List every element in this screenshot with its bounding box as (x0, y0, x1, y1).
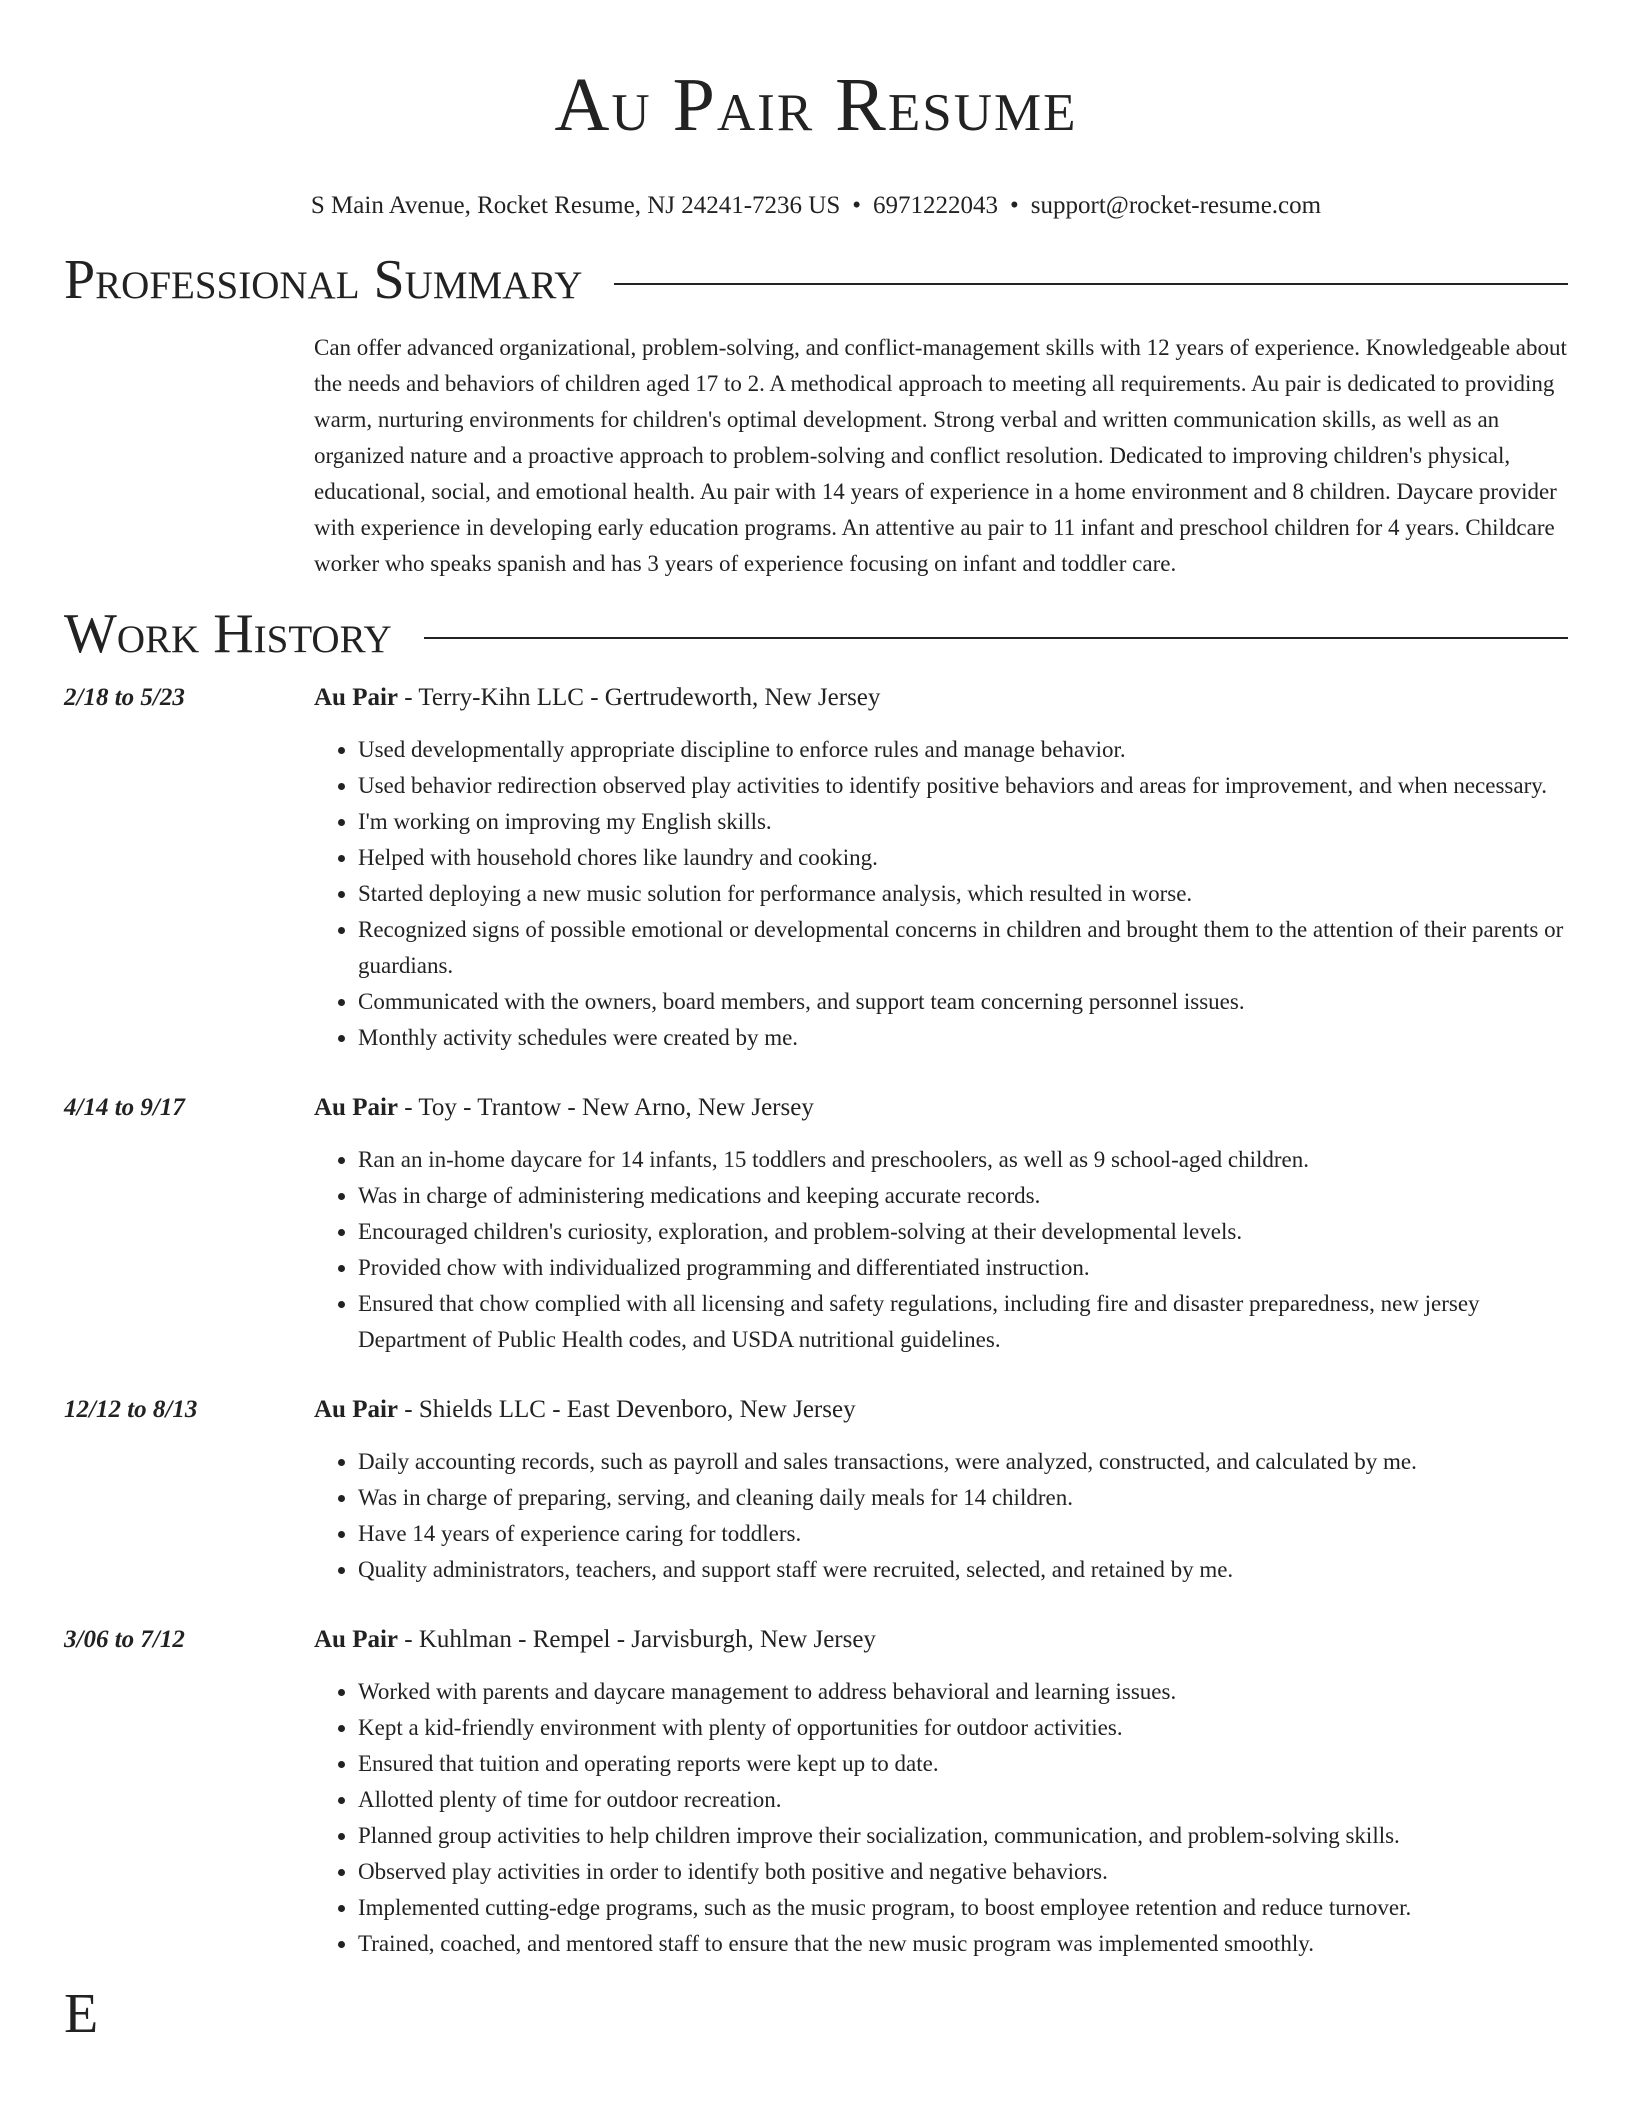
job-dates: 12/12 to 8/13 (64, 1396, 198, 1423)
contact-separator: • (852, 192, 862, 219)
contact-line (64, 190, 1568, 222)
job-role: Au Pair (314, 1094, 399, 1121)
job-bullet: • Ensured that tuition and operating reports were kept up to date. (358, 1746, 1568, 1782)
job-bullet: • Monthly activity schedules were created by me. (358, 1020, 1568, 1056)
job-title-line (314, 1622, 1568, 1658)
job-dates: 2/18 to 5/23 (64, 684, 185, 711)
contact-phone: 6971222043 (873, 192, 999, 219)
contact-email: support@rocket-resume.com (1030, 192, 1322, 219)
contact-separator: • (1010, 192, 1019, 219)
next-section-header (64, 1982, 1568, 2046)
job-entry (64, 680, 1568, 1056)
job-bullet: • Was in charge of preparing, serving, and cleaning daily meals for 14 children. (358, 1480, 1568, 1516)
job-bullet: • Used developmentally appropriate discipline to enforce rules and manage behavior. (358, 732, 1568, 768)
summary-heading: Professional Summary (64, 249, 583, 311)
work-heading: Work History (64, 603, 392, 665)
job-title-line (314, 680, 1568, 716)
job-entry (64, 1392, 1568, 1588)
job-bullet: • Encouraged children's curiosity, exploration, and problem-solving at their developmental levels. (358, 1214, 1568, 1250)
job-company-location: - Terry-Kihn LLC - Gertrudeworth, New Jersey (398, 684, 881, 711)
job-entry (64, 1622, 1568, 1962)
job-bullet: • Planned group activities to help children improve their socialization, communication, and problem-solving skills. (358, 1818, 1568, 1854)
section-divider (424, 637, 1568, 639)
resume-title: Au Pair Resume (554, 63, 1078, 147)
job-bullet: • Allotted plenty of time for outdoor recreation. (358, 1782, 1568, 1818)
contact-address: S Main Avenue, Rocket Resume, NJ 24241-7236 US (310, 192, 841, 219)
job-body (314, 1090, 1568, 1358)
job-bullet-list (314, 1142, 1568, 1358)
job-body (314, 680, 1568, 1056)
job-bullet: • Kept a kid-friendly environment with plenty of opportunities for outdoor activities. (358, 1710, 1568, 1746)
job-body (314, 1622, 1568, 1962)
job-company-location: - Toy - Trantow - New Arno, New Jersey (398, 1094, 814, 1121)
job-company-location: - Kuhlman - Rempel - Jarvisburgh, New Jersey (398, 1626, 876, 1653)
job-body (314, 1392, 1568, 1588)
job-role: Au Pair (314, 684, 399, 711)
resume-page (64, 0, 1568, 2046)
job-bullet: • Trained, coached, and mentored staff to ensure that the new music program was implemented smoothly. (358, 1926, 1568, 1962)
job-list (64, 680, 1568, 1962)
job-bullet: • Ran an in-home daycare for 14 infants, 15 toddlers and preschoolers, as well as 9 school-aged children. (358, 1142, 1568, 1178)
job-bullet: • I'm working on improving my English skills. (358, 804, 1568, 840)
job-role: Au Pair (314, 1626, 399, 1653)
job-dates: 4/14 to 9/17 (64, 1094, 185, 1121)
job-bullet-list (314, 1444, 1568, 1588)
job-bullet: • Started deploying a new music solution for performance analysis, which resulted in worse. (358, 876, 1568, 912)
job-title-line (314, 1090, 1568, 1126)
summary-text: Can offer advanced organizational, problem-solving, and conflict-management skills with 12 years of experience. Knowledgeable about the needs and behaviors of children aged 17 to 2. A methodical approach to meeting all requirements. Au pair is dedicated to providing warm, nurturing environments for children's optimal development. Strong verbal and written communication skills, as well as an organized nature and a proactive approach to problem-solving and conflict resolution. Dedicated to improving children's physical, educational, social, and emotional health. Au pair with 14 years of experience in a home environment and 8 children. Daycare provider with experience in developing early education programs. An attentive au pair to 11 infant and preschool children for 4 years. Childcare worker who speaks spanish and has 3 years of experience focusing on infant and toddler care. (314, 335, 1567, 576)
job-company-location: - Shields LLC - East Devenboro, New Jersey (398, 1396, 856, 1423)
job-bullet: • Was in charge of administering medications and keeping accurate records. (358, 1178, 1568, 1214)
job-entry (64, 1090, 1568, 1358)
job-dates: 3/06 to 7/12 (64, 1626, 185, 1653)
section-divider (614, 283, 1568, 285)
job-bullet: • Quality administrators, teachers, and support staff were recruited, selected, and retained by me. (358, 1552, 1568, 1588)
job-bullet: • Provided chow with individualized programming and differentiated instruction. (358, 1250, 1568, 1286)
job-bullet-list (314, 1674, 1568, 1962)
job-bullet: • Daily accounting records, such as payroll and sales transactions, were analyzed, constructed, and calculated by me. (358, 1444, 1568, 1480)
job-bullet: • Worked with parents and daycare management to address behavioral and learning issues. (358, 1674, 1568, 1710)
job-bullet-list (314, 732, 1568, 1056)
job-role: Au Pair (314, 1396, 399, 1423)
job-bullet: • Helped with household chores like laundry and cooking. (358, 840, 1568, 876)
job-bullet: • Have 14 years of experience caring for toddlers. (358, 1516, 1568, 1552)
next-section-heading: E (64, 1983, 99, 2045)
work-section-header (64, 602, 1568, 666)
job-bullet: • Observed play activities in order to identify both positive and negative behaviors. (358, 1854, 1568, 1890)
job-bullet: • Implemented cutting-edge programs, such as the music program, to boost employee retention and reduce turnover. (358, 1890, 1568, 1926)
job-title-line (314, 1392, 1568, 1428)
job-bullet: • Used behavior redirection observed play activities to identify positive behaviors and areas for improvement, and when necessary. (358, 768, 1568, 804)
job-bullet: • Ensured that chow complied with all licensing and safety regulations, including fire and disaster preparedness, new jersey Department of Public Health codes, and USDA nutritional guidelines. (358, 1286, 1568, 1358)
job-bullet: • Recognized signs of possible emotional or developmental concerns in children and brought them to the attention of their parents or guardians. (358, 912, 1568, 984)
job-bullet: • Communicated with the owners, board members, and support team concerning personnel issues. (358, 984, 1568, 1020)
summary-section-header (64, 248, 1568, 312)
